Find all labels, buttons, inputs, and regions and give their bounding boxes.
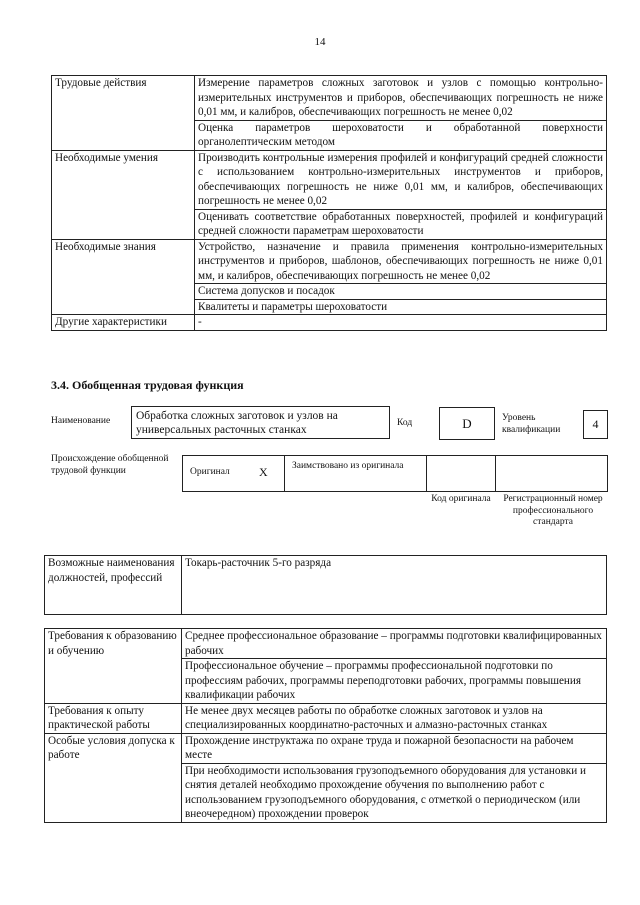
level-label: Уровень квалификации: [502, 413, 561, 435]
table-row: [52, 315, 607, 331]
table-row: [45, 703, 607, 733]
table-cell: Токарь-расточник 5-го разряда: [182, 556, 607, 615]
level-value-box: [583, 410, 608, 439]
original-mark: X: [259, 465, 268, 479]
table-row: [52, 76, 607, 121]
table-cell: Устройство, назначение и правила применения контрольно-измерительных инструментов и приборов, шаблонов, обеспечивающих погрешность не ниже 0,01 мм, и калибров, обеспечивающих погрешность не менее 0,02: [195, 239, 607, 284]
table-cell: Измерение параметров сложных заготовок и узлов с помощью контрольно-измерительных инструментов и приборов, обеспечивающих погрешность не ниже 0,01 мм, и калибров, обеспечивающих погрешность не менее 0,02: [195, 76, 607, 121]
row-label: Другие характеристики: [52, 315, 195, 331]
labor-functions-table: [51, 75, 607, 331]
section-heading: 3.4. Обобщенная трудовая функция: [51, 378, 244, 392]
requirements-table: [44, 628, 607, 823]
table-cell: Система допусков и посадок: [195, 284, 607, 300]
table-cell: Профессиональное обучение – программы профессиональной подготовки по профессиям рабочих, программы переподготовки рабочих, программы повышения квалификации рабочих: [182, 659, 607, 704]
level-value: 4: [592, 417, 599, 431]
table-cell: Прохождение инструктажа по охране труда и пожарной безопасности на рабочем месте: [182, 733, 607, 763]
row-label: Требования к опыту практической работы: [45, 703, 182, 733]
function-name-value: Обработка сложных заготовок и узлов на универсальных расточных станках: [136, 410, 338, 436]
origin-divider: [284, 455, 285, 492]
origin-divider: [426, 455, 427, 492]
table-row: [45, 629, 607, 659]
name-label: Наименование: [51, 416, 111, 426]
code-label: Код: [397, 418, 413, 428]
origin-label: Происхождение обобщенной трудовой функции: [51, 454, 169, 476]
table-row: [45, 556, 607, 615]
row-label: Необходимые знания: [52, 239, 195, 315]
table-cell: Производить контрольные измерения профилей и конфигураций средней сложности с использованием контрольно-измерительных инструментов и приборов, обеспечивающих погрешность не ниже 0,01 мм, и калибров, обеспечивающих погрешность не менее 0,02: [195, 150, 607, 209]
table-row: [52, 150, 607, 209]
row-label: Требования к образованию и обучению: [45, 629, 182, 704]
table-cell: -: [195, 315, 607, 331]
origin-divider: [495, 455, 496, 492]
table-cell: Оценивать соответствие обработанных поверхностей, профилей и конфигураций средней сложности параметрам шероховатости: [195, 209, 607, 239]
table-cell: Оценка параметров шероховатости и обработанной поверхности органолептическим методом: [195, 120, 607, 150]
row-label: Особые условия допуска к работе: [45, 733, 182, 822]
page-number: 14: [314, 36, 326, 48]
table-cell: Среднее профессиональное образование – программы подготовки квалифицированных рабочих: [182, 629, 607, 659]
code-original-caption: Код оригинала: [431, 494, 491, 504]
row-label: Необходимые умения: [52, 150, 195, 239]
original-label: Оригинал: [190, 467, 230, 477]
row-label: Трудовые действия: [52, 76, 195, 151]
function-name-box: [131, 406, 390, 439]
table-cell: Не менее двух месяцев работы по обработке сложных заготовок и узлов на специализированных координатно-расточных и алмазно-расточных станках: [182, 703, 607, 733]
table-row: [45, 733, 607, 763]
table-cell: При необходимости использования грузоподъемного оборудования для установки и снятия деталей необходимо прохождение обучения по выполнению работ с использованием грузоподъемного оборудования, с отметкой о периодическом (или внеочередном) прохождении проверок: [182, 763, 607, 822]
row-label: Возможные наименования должностей, профессий: [45, 556, 182, 615]
borrowed-label: Заимствовано из оригинала: [292, 461, 404, 471]
reg-number-caption: Регистрационный номер профессионального стандарта: [503, 494, 603, 527]
table-cell: Квалитеты и параметры шероховатости: [195, 299, 607, 315]
positions-table: [44, 555, 607, 615]
code-value: D: [462, 416, 472, 431]
table-row: [52, 239, 607, 284]
code-value-box: [439, 407, 495, 440]
